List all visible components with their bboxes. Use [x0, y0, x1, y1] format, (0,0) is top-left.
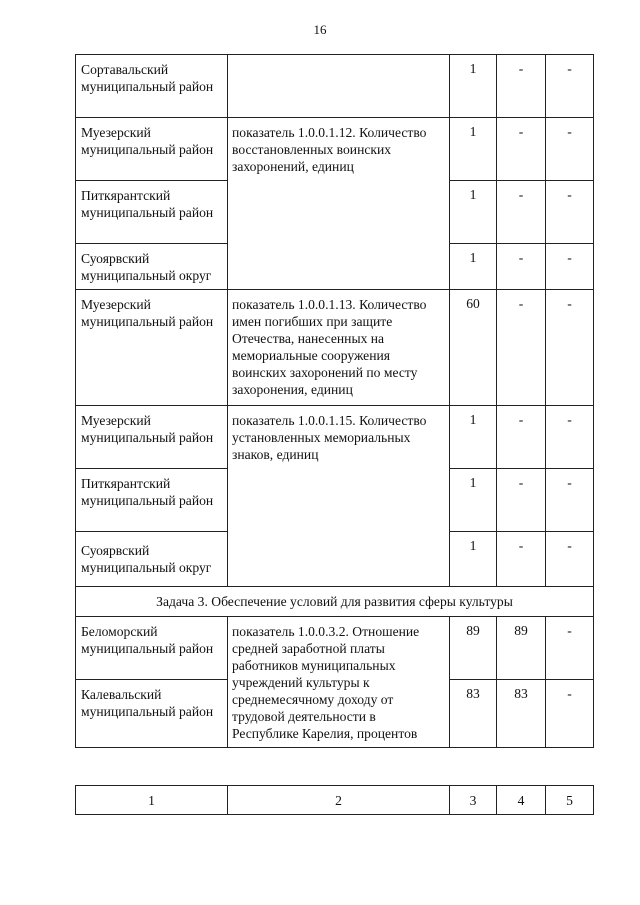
- value-cell: -: [546, 181, 594, 244]
- indicator-cell: показатель 1.0.0.1.15. Количество установленных мемориальных знаков, единиц: [228, 406, 450, 587]
- indicator-cell: [228, 55, 450, 118]
- value-cell: -: [546, 680, 594, 748]
- column-number: 5: [546, 786, 594, 815]
- value-cell: 60: [450, 290, 497, 406]
- value-cell: -: [546, 532, 594, 587]
- data-table: [75, 54, 594, 748]
- value-cell: 1: [450, 469, 497, 532]
- value-cell: -: [497, 244, 546, 290]
- district-cell: Муезерский муниципальный район: [76, 290, 228, 406]
- value-cell: -: [497, 181, 546, 244]
- district-cell: Питкярантский муниципальный район: [76, 469, 228, 532]
- district-cell: Беломорский муниципальный район: [76, 617, 228, 680]
- value-cell: 1: [450, 244, 497, 290]
- value-cell: -: [546, 55, 594, 118]
- value-cell: 83: [497, 680, 546, 748]
- district-cell: Муезерский муниципальный район: [76, 118, 228, 181]
- value-cell: 83: [450, 680, 497, 748]
- page-number: 16: [313, 22, 327, 37]
- task-row: [76, 587, 594, 617]
- district-cell: Муезерский муниципальный район: [76, 406, 228, 469]
- value-cell: -: [497, 118, 546, 181]
- value-cell: 89: [497, 617, 546, 680]
- value-cell: 1: [450, 118, 497, 181]
- value-cell: -: [546, 290, 594, 406]
- value-cell: 1: [450, 181, 497, 244]
- value-cell: -: [546, 406, 594, 469]
- table-row: [76, 406, 594, 469]
- district-cell: Сортавальский муниципальный район: [76, 55, 228, 118]
- value-cell: 1: [450, 55, 497, 118]
- indicator-cell: показатель 1.0.0.1.12. Количество восстановленных воинских захоронений, единиц: [228, 118, 450, 290]
- value-cell: -: [546, 617, 594, 680]
- indicator-cell: показатель 1.0.0.3.2. Отношение средней заработной платы работников муниципальных учреждений культуры к среднемесячному доходу от трудовой деятельности в Республике Карелия, процентов: [228, 617, 450, 748]
- value-cell: -: [497, 532, 546, 587]
- value-cell: 89: [450, 617, 497, 680]
- district-cell: Калевальский муниципальный район: [76, 680, 228, 748]
- indicator-cell: показатель 1.0.0.1.13. Количество имен погибших при защите Отечества, нанесенных на мемориальные сооружения воинских захоронений по месту захоронения, единиц: [228, 290, 450, 406]
- value-cell: -: [497, 406, 546, 469]
- district-cell: Суоярвский муниципальный округ: [76, 244, 228, 290]
- column-number-table: [75, 785, 594, 815]
- value-cell: -: [497, 290, 546, 406]
- table-row: [76, 617, 594, 680]
- value-cell: -: [546, 469, 594, 532]
- value-cell: -: [497, 469, 546, 532]
- value-cell: -: [497, 55, 546, 118]
- column-number-row: [76, 786, 594, 815]
- value-cell: -: [546, 118, 594, 181]
- value-cell: -: [546, 244, 594, 290]
- column-number: 4: [497, 786, 546, 815]
- table-row: [76, 290, 594, 406]
- table-row: [76, 118, 594, 181]
- value-cell: 1: [450, 406, 497, 469]
- column-number: 3: [450, 786, 497, 815]
- task-title: Задача 3. Обеспечение условий для развития сферы культуры: [76, 587, 594, 617]
- column-number: 1: [76, 786, 228, 815]
- district-cell: Питкярантский муниципальный район: [76, 181, 228, 244]
- value-cell: 1: [450, 532, 497, 587]
- column-number: 2: [228, 786, 450, 815]
- table-row: [76, 55, 594, 118]
- district-cell: Суоярвский муниципальный округ: [76, 532, 228, 587]
